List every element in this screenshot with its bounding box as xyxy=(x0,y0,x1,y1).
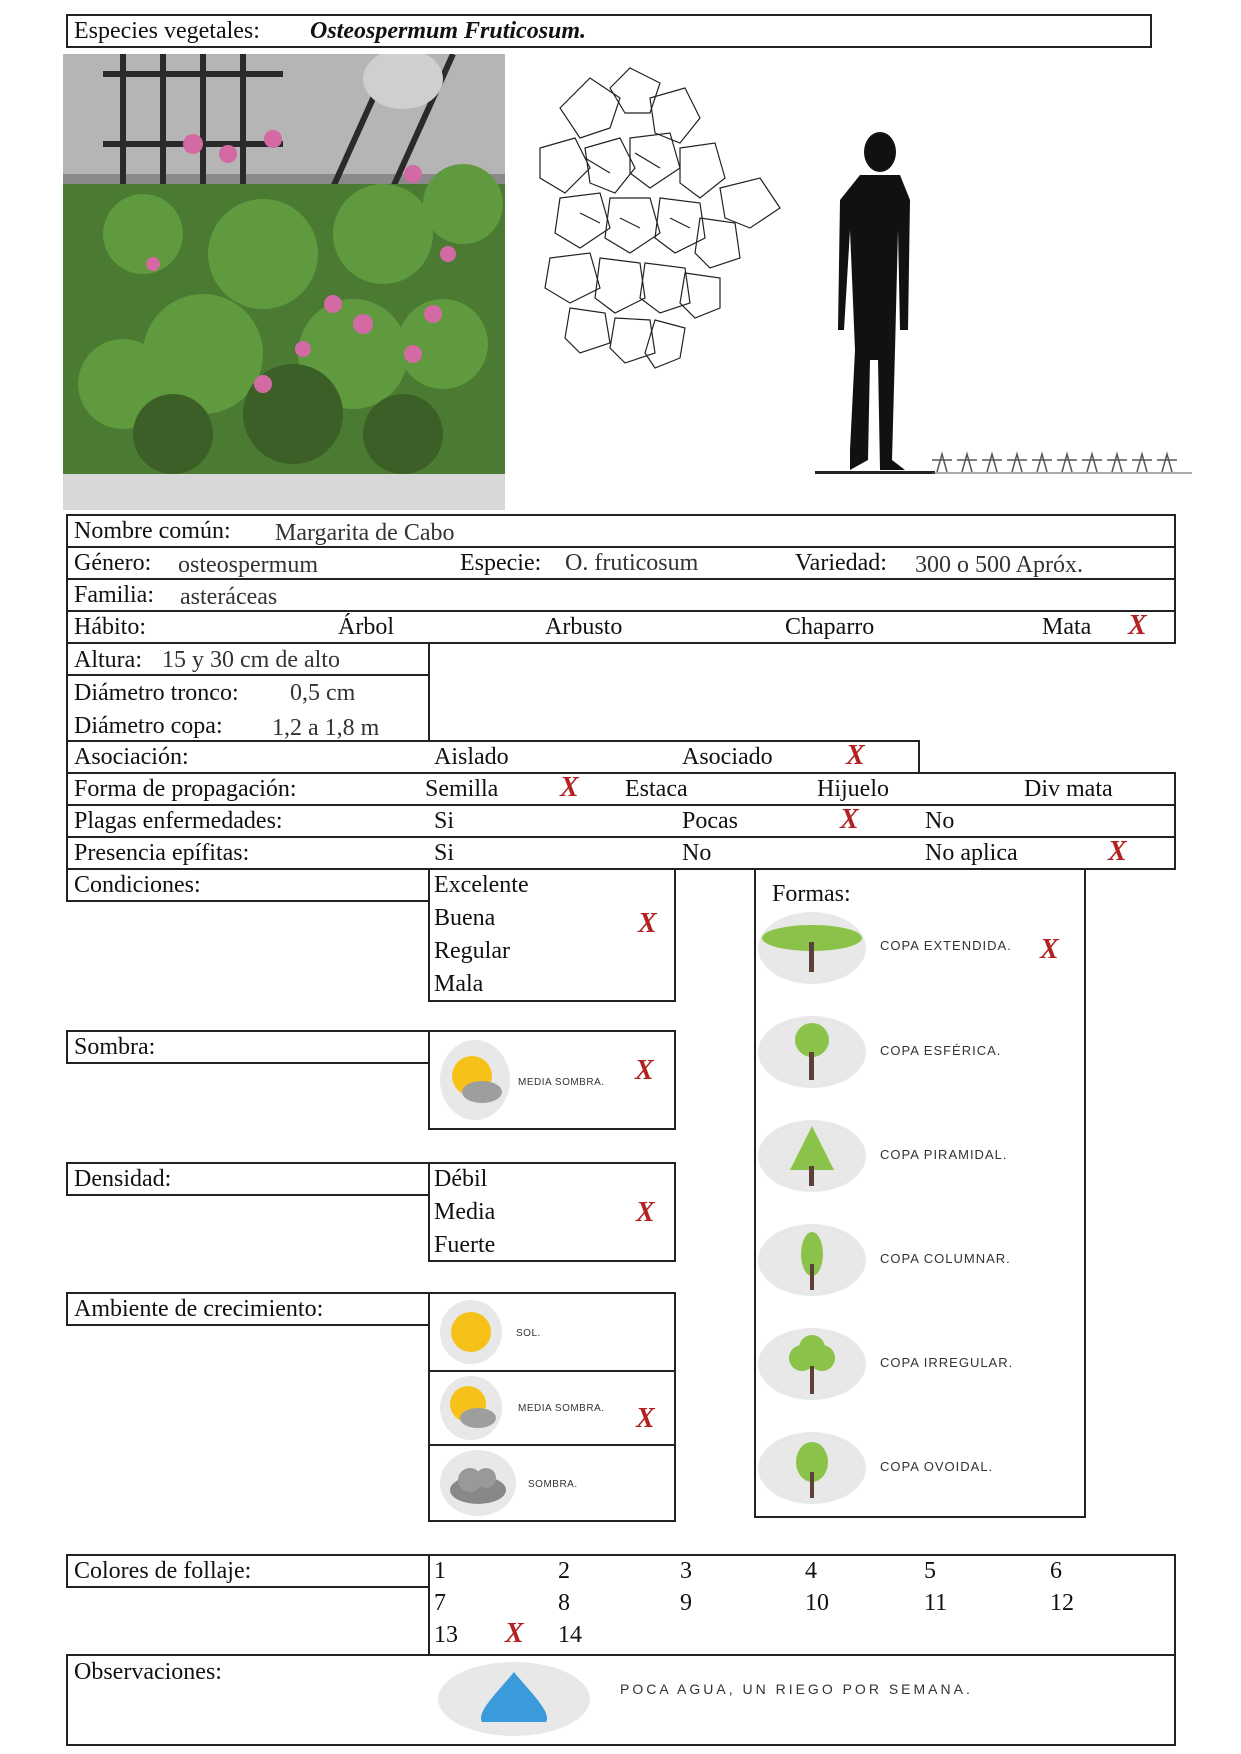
density-option-strong: Fuerte xyxy=(434,1232,496,1258)
ovoid-crown-icon xyxy=(758,1432,866,1504)
density-mark: X xyxy=(636,1197,655,1228)
density-option-medium: Media xyxy=(434,1199,496,1225)
shade-option-text: MEDIA SOMBRA. xyxy=(518,1077,605,1088)
pests-option-yes: Si xyxy=(434,808,455,834)
height-label: Altura: xyxy=(74,647,142,673)
habit-label: Hábito: xyxy=(74,614,146,640)
form-option-columnar: COPA COLUMNAR. xyxy=(880,1251,1011,1266)
water-drop-icon xyxy=(438,1662,590,1736)
forms-mark: X xyxy=(1040,934,1059,965)
pests-option-few: Pocas xyxy=(682,808,738,834)
plant-photo xyxy=(63,54,505,510)
growth-label: Ambiente de crecimiento: xyxy=(74,1296,324,1322)
habit-option-tree: Árbol xyxy=(338,614,394,640)
foliage-num-8: 8 xyxy=(558,1590,570,1616)
shrub-drawing xyxy=(520,58,810,378)
observations-label: Observaciones: xyxy=(74,1659,222,1685)
species-title: Osteospermum Fruticosum. xyxy=(310,18,587,44)
conditions-option-regular: Regular xyxy=(434,938,510,964)
foliage-num-13: 13 xyxy=(434,1622,458,1648)
form-option-spreading: COPA EXTENDIDA. xyxy=(880,938,1012,953)
sun-icon xyxy=(440,1300,502,1364)
forms-label: Formas: xyxy=(772,881,851,907)
shade-mark: X xyxy=(635,1055,654,1086)
foliage-num-4: 4 xyxy=(805,1558,817,1584)
epiphytes-option-na: No aplica xyxy=(925,840,1018,866)
variety-value: 300 o 500 Apróx. xyxy=(915,552,1083,578)
foliage-num-10: 10 xyxy=(805,1590,829,1616)
conditions-option-bad: Mala xyxy=(434,971,484,997)
epiphytes-label: Presencia epífitas: xyxy=(74,840,250,866)
height-value: 15 y 30 cm de alto xyxy=(162,647,340,673)
observations-box xyxy=(66,1654,1176,1746)
conditions-label: Condiciones: xyxy=(74,872,201,898)
genus-value: osteospermum xyxy=(178,552,318,578)
foliage-label: Colores de follaje: xyxy=(74,1558,252,1584)
association-mark: X xyxy=(846,740,865,771)
form-option-spherical: COPA ESFÉRICA. xyxy=(880,1043,1002,1058)
growth-option-halfshade: MEDIA SOMBRA. xyxy=(518,1403,605,1414)
form-option-irregular: COPA IRREGULAR. xyxy=(880,1355,1014,1370)
human-silhouette-icon xyxy=(810,130,930,475)
family-value: asteráceas xyxy=(180,584,278,610)
observations-text: POCA AGUA, UN RIEGO POR SEMANA. xyxy=(620,1681,973,1697)
trunk-value: 0,5 cm xyxy=(290,680,356,706)
foliage-num-7: 7 xyxy=(434,1590,446,1616)
crown-label: Diámetro copa: xyxy=(74,713,223,739)
propagation-option-seed: Semilla xyxy=(425,776,499,802)
conditions-option-excellent: Excelente xyxy=(434,872,529,898)
foliage-num-5: 5 xyxy=(924,1558,936,1584)
epiphytes-option-no: No xyxy=(682,840,712,866)
density-option-weak: Débil xyxy=(434,1166,488,1192)
growth-option-sun: SOL. xyxy=(516,1328,541,1339)
association-option-isolated: Aislado xyxy=(434,744,509,770)
conditions-mark: X xyxy=(638,908,657,939)
pests-mark: X xyxy=(840,804,859,835)
variety-label: Variedad: xyxy=(795,550,887,576)
trunk-label: Diámetro tronco: xyxy=(74,680,239,706)
spherical-crown-icon xyxy=(758,1016,866,1088)
habit-option-bush: Mata xyxy=(1042,614,1092,640)
sun-cloud-icon xyxy=(440,1040,510,1120)
form-option-pyramidal: COPA PIRAMIDAL. xyxy=(880,1147,1008,1162)
habit-mark: X xyxy=(1128,610,1147,641)
foliage-mark: X xyxy=(505,1618,524,1649)
header-label: Especies vegetales: xyxy=(74,18,260,44)
habit-option-chaparral: Chaparro xyxy=(785,614,875,640)
form-option-ovoid: COPA OVOIDAL. xyxy=(880,1459,994,1474)
sun-cloud-icon-2 xyxy=(440,1376,502,1440)
conditions-option-good: Buena xyxy=(434,905,496,931)
epiphytes-mark: X xyxy=(1108,836,1127,867)
crown-value: 1,2 a 1,8 m xyxy=(272,715,380,741)
common-name-row xyxy=(66,514,1176,548)
ground-line xyxy=(815,471,935,474)
foliage-num-9: 9 xyxy=(680,1590,692,1616)
foliage-num-6: 6 xyxy=(1050,1558,1062,1584)
pyramidal-crown-icon xyxy=(758,1120,866,1192)
columnar-crown-icon xyxy=(758,1224,866,1296)
common-name-value: Margarita de Cabo xyxy=(275,520,455,546)
propagation-option-division: Div mata xyxy=(1024,776,1113,802)
habit-option-shrub: Arbusto xyxy=(545,614,623,640)
foliage-num-11: 11 xyxy=(924,1590,948,1616)
propagation-label: Forma de propagación: xyxy=(74,776,297,802)
epiphytes-option-yes: Si xyxy=(434,840,455,866)
family-label: Familia: xyxy=(74,582,154,608)
association-label: Asociación: xyxy=(74,744,189,770)
pests-label: Plagas enfermedades: xyxy=(74,808,283,834)
irregular-crown-icon xyxy=(758,1328,866,1400)
density-label: Densidad: xyxy=(74,1166,172,1192)
cloud-icon xyxy=(440,1450,516,1516)
genus-label: Género: xyxy=(74,550,152,576)
propagation-mark: X xyxy=(560,772,579,803)
foliage-num-14: 14 xyxy=(558,1622,582,1648)
species-label: Especie: xyxy=(460,550,542,576)
foliage-num-1: 1 xyxy=(434,1558,446,1584)
measures-divider xyxy=(66,674,430,676)
growth-mark: X xyxy=(636,1403,655,1434)
propagation-option-cutting: Estaca xyxy=(625,776,688,802)
species-value: O. fruticosum xyxy=(565,550,699,576)
small-plants-row xyxy=(932,446,1192,474)
foliage-num-12: 12 xyxy=(1050,1590,1074,1616)
common-name-label: Nombre común: xyxy=(74,518,231,544)
association-option-associated: Asociado xyxy=(682,744,773,770)
propagation-option-offshoot: Hijuelo xyxy=(817,776,889,802)
growth-option-shade: SOMBRA. xyxy=(528,1479,578,1490)
pests-option-no: No xyxy=(925,808,955,834)
spreading-crown-icon xyxy=(758,912,866,984)
foliage-num-2: 2 xyxy=(558,1558,570,1584)
foliage-num-3: 3 xyxy=(680,1558,692,1584)
shade-label: Sombra: xyxy=(74,1034,156,1060)
